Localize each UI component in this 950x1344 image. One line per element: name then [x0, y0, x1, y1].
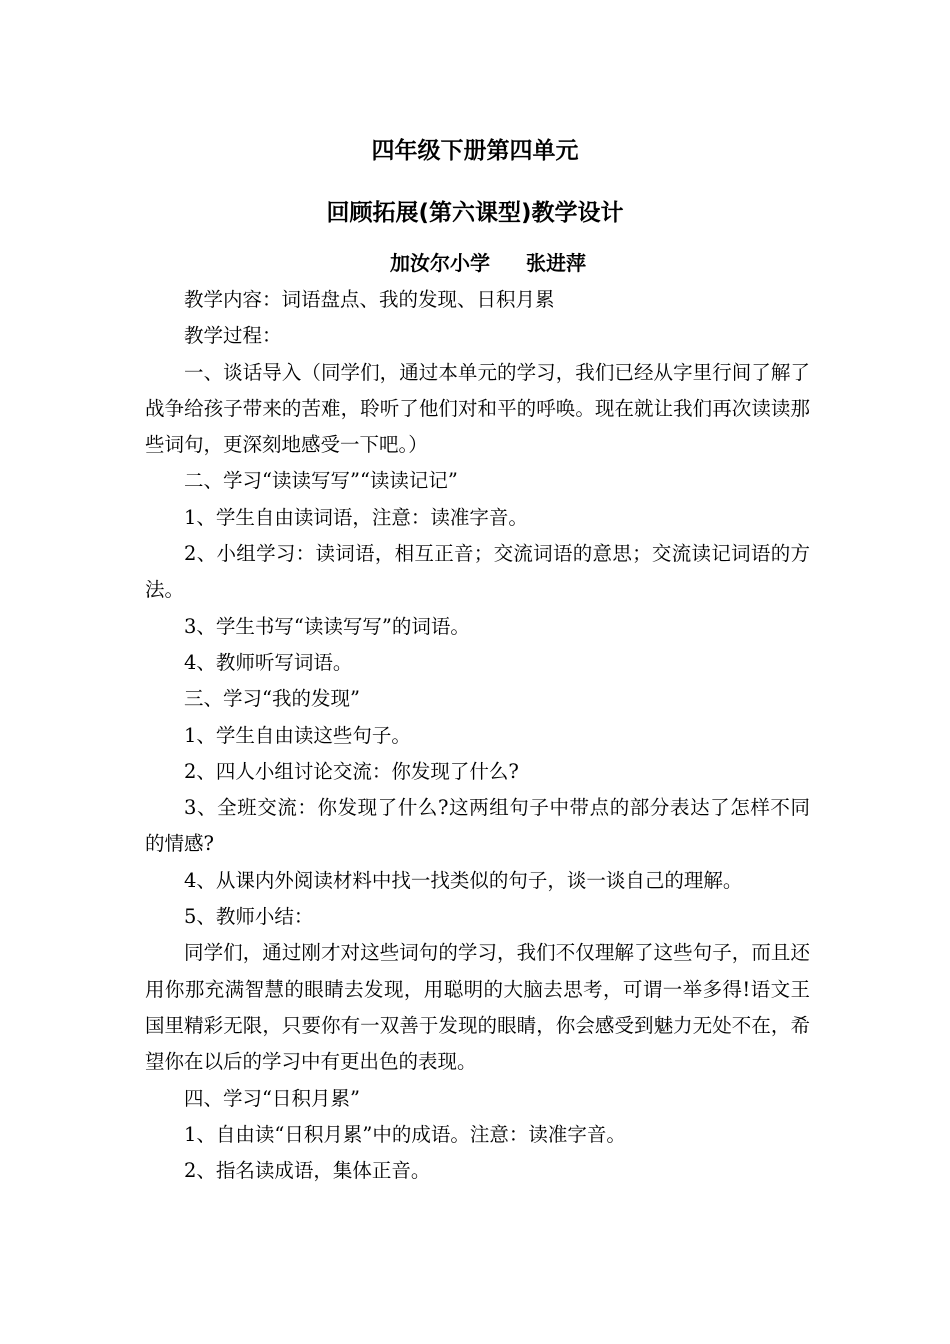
paragraph: 1、自由读“日积月累”中的成语。注意：读准字音。	[184, 1122, 626, 1146]
paragraph: 1、学生自由读词语，注意：读准字音。	[184, 505, 528, 529]
paragraph: 2、指名读成语，集体正音。	[184, 1159, 431, 1183]
paragraph: 3、学生书写“读读写写”的词语。	[184, 614, 470, 638]
paragraph: 3、全班交流：你发现了什么?这两组句子中带点的部分表达了怎样不同的情感?	[145, 796, 810, 856]
paragraph: 四、学习“日积月累”	[184, 1086, 360, 1110]
paragraph: 4、从课内外阅读材料中找一找类似的句子，谈一谈自己的理解。	[184, 868, 743, 892]
paragraph: 一、谈话导入（同学们，通过本单元的学习，我们已经从字里行间了解了战争给孩子带来的苦难，聆听了他们对和平的呼唤。现在就让我们再次读读那些词句，更深刻地感受一下吧。）	[145, 360, 810, 457]
paragraph: 同学们，通过刚才对这些词句的学习，我们不仅理解了这些句子，而且还用你那充满智慧的眼睛去发现，用聪明的大脑去思考，可谓一举多得!语文王国里精彩无限，只要你有一双善于发现的眼睛，你会感受到魅力无处不在，希望你在以后的学习中有更出色的表现。	[145, 941, 810, 1074]
paragraph: 1、学生自由读这些句子。	[184, 723, 411, 747]
paragraph: 教学内容：词语盘点、我的发现、日积月累	[184, 288, 555, 311]
paragraph: 4、教师听写词语。	[184, 650, 353, 674]
document-subtitle: 回顾拓展(第六课型)教学设计	[326, 200, 624, 226]
byline	[390, 249, 586, 277]
document-body	[145, 282, 810, 1189]
author-name: 张进萍	[526, 251, 586, 275]
paragraph: 二、学习“读读写写”“读读记记”	[184, 469, 458, 493]
document-title: 四年级下册第四单元	[371, 138, 579, 164]
paragraph: 5、教师小结：	[184, 905, 314, 929]
paragraph: 2、小组学习：读词语，相互正音；交流词语的意思；交流读记词语的方法。	[145, 542, 810, 602]
paragraph: 三、学习“我的发现”	[184, 687, 360, 711]
paragraph: 2、四人小组讨论交流：你发现了什么?	[184, 759, 519, 783]
paragraph: 教学过程：	[184, 324, 282, 348]
school-name: 加汝尔小学	[390, 251, 490, 275]
